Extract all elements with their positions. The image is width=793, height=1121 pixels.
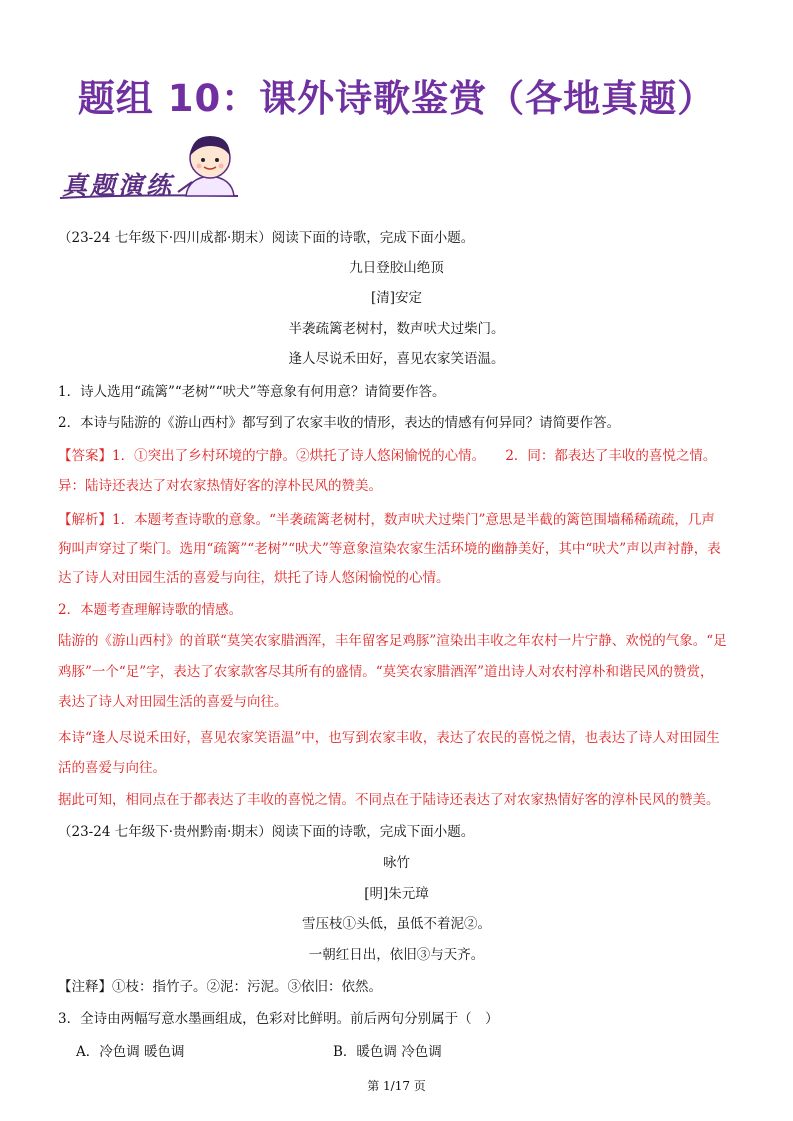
q1-poem-title: 九日登胶山绝顶 [349,260,444,276]
q2-source: （23-24 七年级下·贵州黔南·期末）阅读下面的诗歌，完成下面小题。 [58,824,475,840]
q2-question-3: 3．全诗由两幅写意水墨画组成，色彩对比鲜明。前后两句分别属于（ ） [58,1011,499,1027]
q1-analysis-line: 本诗“逢人尽说禾田好，喜见农家笑语温”中，也写到农家丰收，表达了农民的喜悦之情，也表达了诗人对田园生 [58,730,720,746]
q1-analysis-line: 陆游的《游山西村》的首联“莫笑农家腊酒浑，丰年留客足鸡豚”渲染出丰收之年农村一片宁静、欢悦的气象。“足 [58,633,727,649]
q1-analysis-line: 鸡豚”一个“足”字，表达了农家款客尽其所有的盛情。“莫笑农家腊酒浑”道出诗人对农村淳朴和谐民风的赞赏， [58,664,714,680]
practice-banner [58,130,258,210]
q1-source: （23-24 七年级下·四川成都·期末）阅读下面的诗歌，完成下面小题。 [58,230,475,246]
q1-analysis-line: 表达了诗人对田园生活的喜爱与向往。 [58,694,288,710]
q2-note: 【注释】①枝：指竹子。②泥：污泥。③依旧：依然。 [58,979,382,995]
q1-question-1: 1．诗人选用“疏篱”“老树”“吠犬”等意象有何用意？请简要作答。 [58,384,446,400]
q2-poem-line-2: 一朝红日出，依旧③与天齐。 [308,947,485,963]
page-number: 第 1/17 页 [367,1079,426,1093]
q1-poem-author: [清]安定 [370,290,423,306]
q1-analysis-line: 狗叫声穿过了柴门。选用“疏篱”“老树”“吠犬”等意象渲染农家生活环境的幽静美好，其中“吠犬”声以声衬静，表 [58,541,721,557]
q2-poem-line-1: 雪压枝①头低，虽低不着泥②。 [302,916,491,932]
q1-analysis-line: 2．本题考查理解诗歌的情感。 [58,602,243,618]
q1-answer-line-2: 异：陆诗还表达了对农家热情好客的淳朴民风的赞美。 [58,478,382,494]
q1-analysis-line: 据此可知，相同点在于都表达了丰收的喜悦之情。不同点在于陆诗还表达了对农家热情好客的淳朴民风的赞美。 [58,792,720,808]
option-b: B．暖色调 冷色调 [333,1044,442,1060]
q1-analysis-line: 【解析】1．本题考查诗歌的意象。“半袭疏篱老树村，数声吠犬过柴门”意思是半截的篱笆围墙稀稀疏疏，几声 [58,512,715,528]
q1-question-2: 2．本诗与陆游的《游山西村》都写到了农家丰收的情形，表达的情感有何异同？请简要作答。 [58,415,621,431]
page-title: 题组 10：课外诗歌鉴赏（各地真题） [77,77,716,120]
q1-analysis-line: 达了诗人对田园生活的喜爱与向往，烘托了诗人悠闲愉悦的心情。 [58,570,450,586]
q2-poem-author: [明]朱元璋 [364,886,429,902]
banner-label: 真题演练 [62,171,175,200]
q1-poem-line-2: 逢人尽说禾田好，喜见农家笑语温。 [288,351,505,367]
q1-analysis-line: 活的喜爱与向往。 [58,760,166,776]
option-a: A．冷色调 暖色调 [76,1044,185,1060]
q1-answer-line-1: 【答案】1．①突出了乡村环境的宁静。②烘托了诗人悠闲愉悦的心情。 2．同：都表达了丰收的喜悦之情。 [58,448,717,464]
q1-poem-line-1: 半袭疏篱老树村，数声吠犬过柴门。 [288,321,505,337]
q2-poem-title: 咏竹 [383,855,410,871]
